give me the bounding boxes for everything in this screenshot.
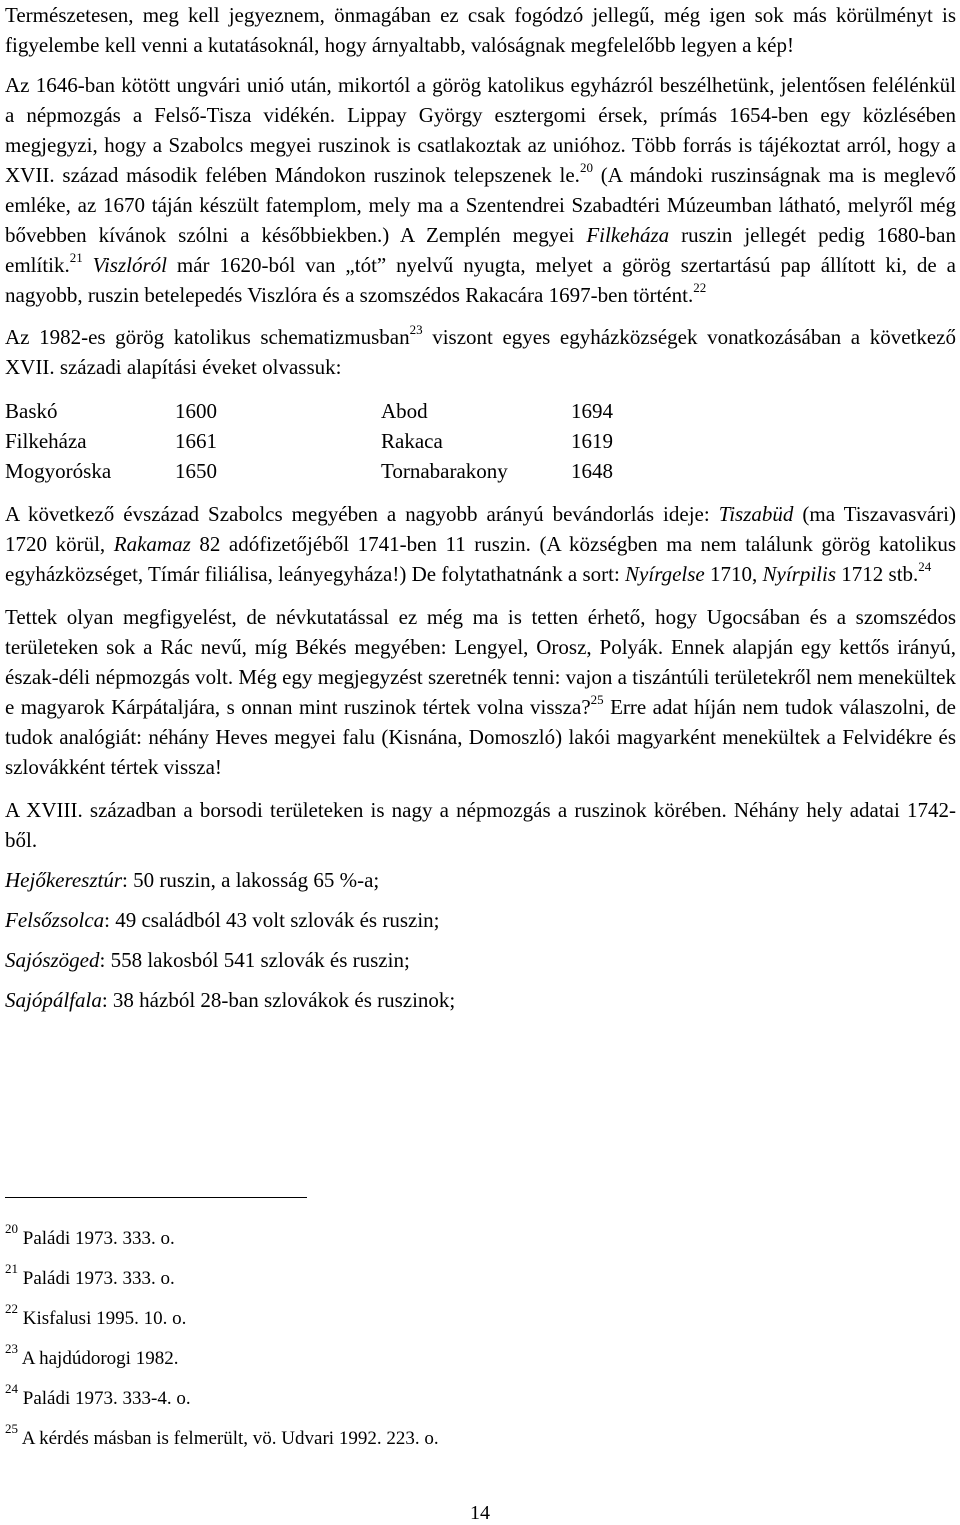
table-cell: Abod bbox=[381, 399, 428, 423]
footnote bbox=[5, 1382, 705, 1422]
table-cell: 1619 bbox=[571, 429, 613, 453]
paragraph-text: ruszin jellegét pedig 1680-ban említik. bbox=[5, 223, 956, 277]
page-number: 14 bbox=[470, 1502, 490, 1524]
table-cell: 1648 bbox=[571, 459, 613, 483]
footnotes bbox=[5, 1222, 705, 1462]
place-name: Felsőzsolca bbox=[5, 908, 105, 932]
footnote bbox=[5, 1262, 705, 1302]
footnote-number: 23 bbox=[5, 1340, 18, 1356]
table-row bbox=[5, 396, 956, 426]
list-item-text: : 38 házból 28-ban szlovákok és ruszinok; bbox=[101, 988, 456, 1012]
footnote-ref: 22 bbox=[693, 280, 707, 295]
paragraph-2 bbox=[5, 70, 956, 310]
footnote-text: Paládi 1973. 333. o. bbox=[18, 1268, 175, 1289]
paragraph-text: 1710, bbox=[704, 562, 763, 586]
paragraph-text: A XVIII. században a borsodi területeken is nagy a népmozgás a ruszinok körében. Néhány hely adatai 1742-ből. bbox=[5, 798, 956, 852]
paragraph-text: viszont egyes egyházközségek vonatkozásában a következő XVII. századi alapítási éveket olvassuk: bbox=[5, 325, 956, 379]
place-name: Tiszabüd bbox=[718, 502, 794, 526]
paragraph-6 bbox=[5, 795, 956, 855]
place-name: Hejőkeresztúr bbox=[5, 868, 123, 892]
footnote-text: Paládi 1973. 333-4. o. bbox=[18, 1388, 191, 1409]
paragraph-text: 1712 stb. bbox=[836, 562, 919, 586]
footnote-separator bbox=[5, 1197, 307, 1198]
footnote-number: 22 bbox=[5, 1300, 18, 1316]
footnote-number: 25 bbox=[5, 1420, 18, 1436]
table-row bbox=[5, 456, 956, 486]
paragraph-text: 82 adófizetőjéből 1741-ben 11 ruszin. (A községben ma nem találunk görög katolikus egyházközséget, Tímár filiálisa, leányegyháza!) De folytathatnánk a sort: bbox=[5, 532, 957, 586]
list-item-text: : 558 lakosból 541 szlovák és ruszin; bbox=[99, 948, 410, 972]
paragraph-text: Erre adat híján nem tudok válaszolni, de tudok analógiát: néhány Heves megyei falu (Kisnána, Domoszló) lakói magyarként menekültek a Felvidékre és szlovákként tértek vissza! bbox=[5, 695, 956, 779]
paragraph-text: A következő évszázad Szabolcs megyében a nagyobb arányú bevándorlás ideje: bbox=[5, 502, 719, 526]
table-cell: 1694 bbox=[571, 399, 613, 423]
table-cell: Mogyoróska bbox=[5, 459, 112, 483]
footnote-ref: 23 bbox=[409, 322, 423, 337]
paragraph-1 bbox=[5, 0, 956, 60]
paragraph-text bbox=[83, 253, 93, 277]
list-item-text: : 49 családból 43 volt szlovák és ruszin; bbox=[104, 908, 440, 932]
founding-years-table bbox=[5, 396, 956, 486]
table-row bbox=[5, 426, 956, 456]
paragraph-text: Tettek olyan megfigyelést, de névkutatással ez még ma is tetten érhető, hogy Ugocsában és a szomszédos területeken sok a Rác nevű, míg Békés megyében: Lengyel, Orosz, Polyák. Ennek alapján egy kettős irányú, észak-déli népmozgás volt. Még egy megjegyzést szeretnék tenni: vajon a tiszántúli területekről nem menekültek e magyarok Kárpátaljára, s onnan mint ruszinok tértek volna vissza? bbox=[5, 605, 956, 719]
footnote-ref: 25 bbox=[590, 692, 604, 707]
footnote-number: 24 bbox=[5, 1380, 18, 1396]
list-item-text: : 50 ruszin, a lakosság 65 %-a; bbox=[122, 868, 380, 892]
paragraph-text: Az 1646-ban kötött ungvári unió után, mikortól a görög katolikus egyházról beszélhetünk, jelentősen felélénkül a népmozgás a Felső-Tisza vidékén. Lippay György esztergomi érsek, prímás 1654-ben egy közlésében megjegyzi, hogy a Szabolcs megyei ruszinok is csatlakoztak az unióhoz. Több forrás is tájékoztat arról, hogy a XVII. század második felében Mándokon ruszinok telepszenek le. bbox=[5, 73, 956, 187]
paragraph-text: Az 1982-es görög katolikus schematizmusban bbox=[5, 325, 410, 349]
place-name: Nyírgelse bbox=[625, 562, 705, 586]
footnote-text: Paládi 1973. 333. o. bbox=[18, 1228, 175, 1249]
table-cell: Rakaca bbox=[381, 429, 443, 453]
footnote-number: 20 bbox=[5, 1220, 18, 1236]
place-name: Filkeháza bbox=[586, 223, 670, 247]
paragraph-5 bbox=[5, 602, 956, 782]
list-item bbox=[5, 945, 956, 975]
footnote bbox=[5, 1302, 705, 1342]
paragraph-text: már 1620-ból van „tót” nyelvű nyugta, melyet a görög szertartású pap állított ki, de a nagyobb, ruszin betelepedés Viszlóra és a szomszédos Rakacára 1697-ben történt. bbox=[5, 253, 956, 307]
paragraph-text: Természetesen, meg kell jegyeznem, önmagában ez csak fogódzó jellegű, még igen sok más körülményt is figyelembe kell venni a kutatásoknál, hogy árnyaltabb, valóságnak megfelelőbb legyen a kép! bbox=[5, 3, 956, 57]
table-cell: Baskó bbox=[5, 399, 58, 423]
table-cell: 1650 bbox=[175, 459, 217, 483]
list-item bbox=[5, 865, 956, 895]
table-cell: Filkeháza bbox=[5, 429, 87, 453]
footnote bbox=[5, 1422, 705, 1462]
footnote-text: Kisfalusi 1995. 10. o. bbox=[18, 1308, 187, 1329]
place-name: Viszlóról bbox=[92, 253, 167, 277]
footnote bbox=[5, 1342, 705, 1382]
footnote-ref: 21 bbox=[69, 250, 83, 265]
footnote-ref: 20 bbox=[579, 160, 593, 175]
borsod-list bbox=[5, 865, 956, 1015]
list-item bbox=[5, 905, 956, 935]
footnote-text: A hajdúdorogi 1982. bbox=[18, 1348, 179, 1369]
place-name: Rakamaz bbox=[113, 532, 191, 556]
footnote-number: 21 bbox=[5, 1260, 18, 1276]
footnote-text: A kérdés másban is felmerült, vö. Udvari 1992. 223. o. bbox=[18, 1428, 439, 1449]
place-name: Sajópálfala bbox=[5, 988, 102, 1012]
paragraph-text: (A mándoki ruszinságnak ma is meglevő emléke, az 1670 táján készült fatemplom, mely ma a Szentendrei Szabadtéri Múzeumban látható, melyről még bővebben kívánok szólni a későbbiekben.) A Zemplén megyei bbox=[5, 163, 956, 247]
footnote-ref: 24 bbox=[918, 559, 932, 574]
document-page bbox=[5, 0, 956, 1015]
table-cell: 1661 bbox=[175, 429, 217, 453]
list-item bbox=[5, 985, 956, 1015]
table-cell: 1600 bbox=[175, 399, 217, 423]
footnote bbox=[5, 1222, 705, 1262]
paragraph-3 bbox=[5, 322, 956, 382]
place-name: Sajószöged bbox=[5, 948, 100, 972]
place-name: Nyírpilis bbox=[762, 562, 837, 586]
paragraph-text: (ma Tiszavasvári) 1720 körül, bbox=[5, 502, 956, 556]
paragraph-4 bbox=[5, 499, 956, 589]
table-cell: Tornabarakony bbox=[381, 459, 508, 483]
